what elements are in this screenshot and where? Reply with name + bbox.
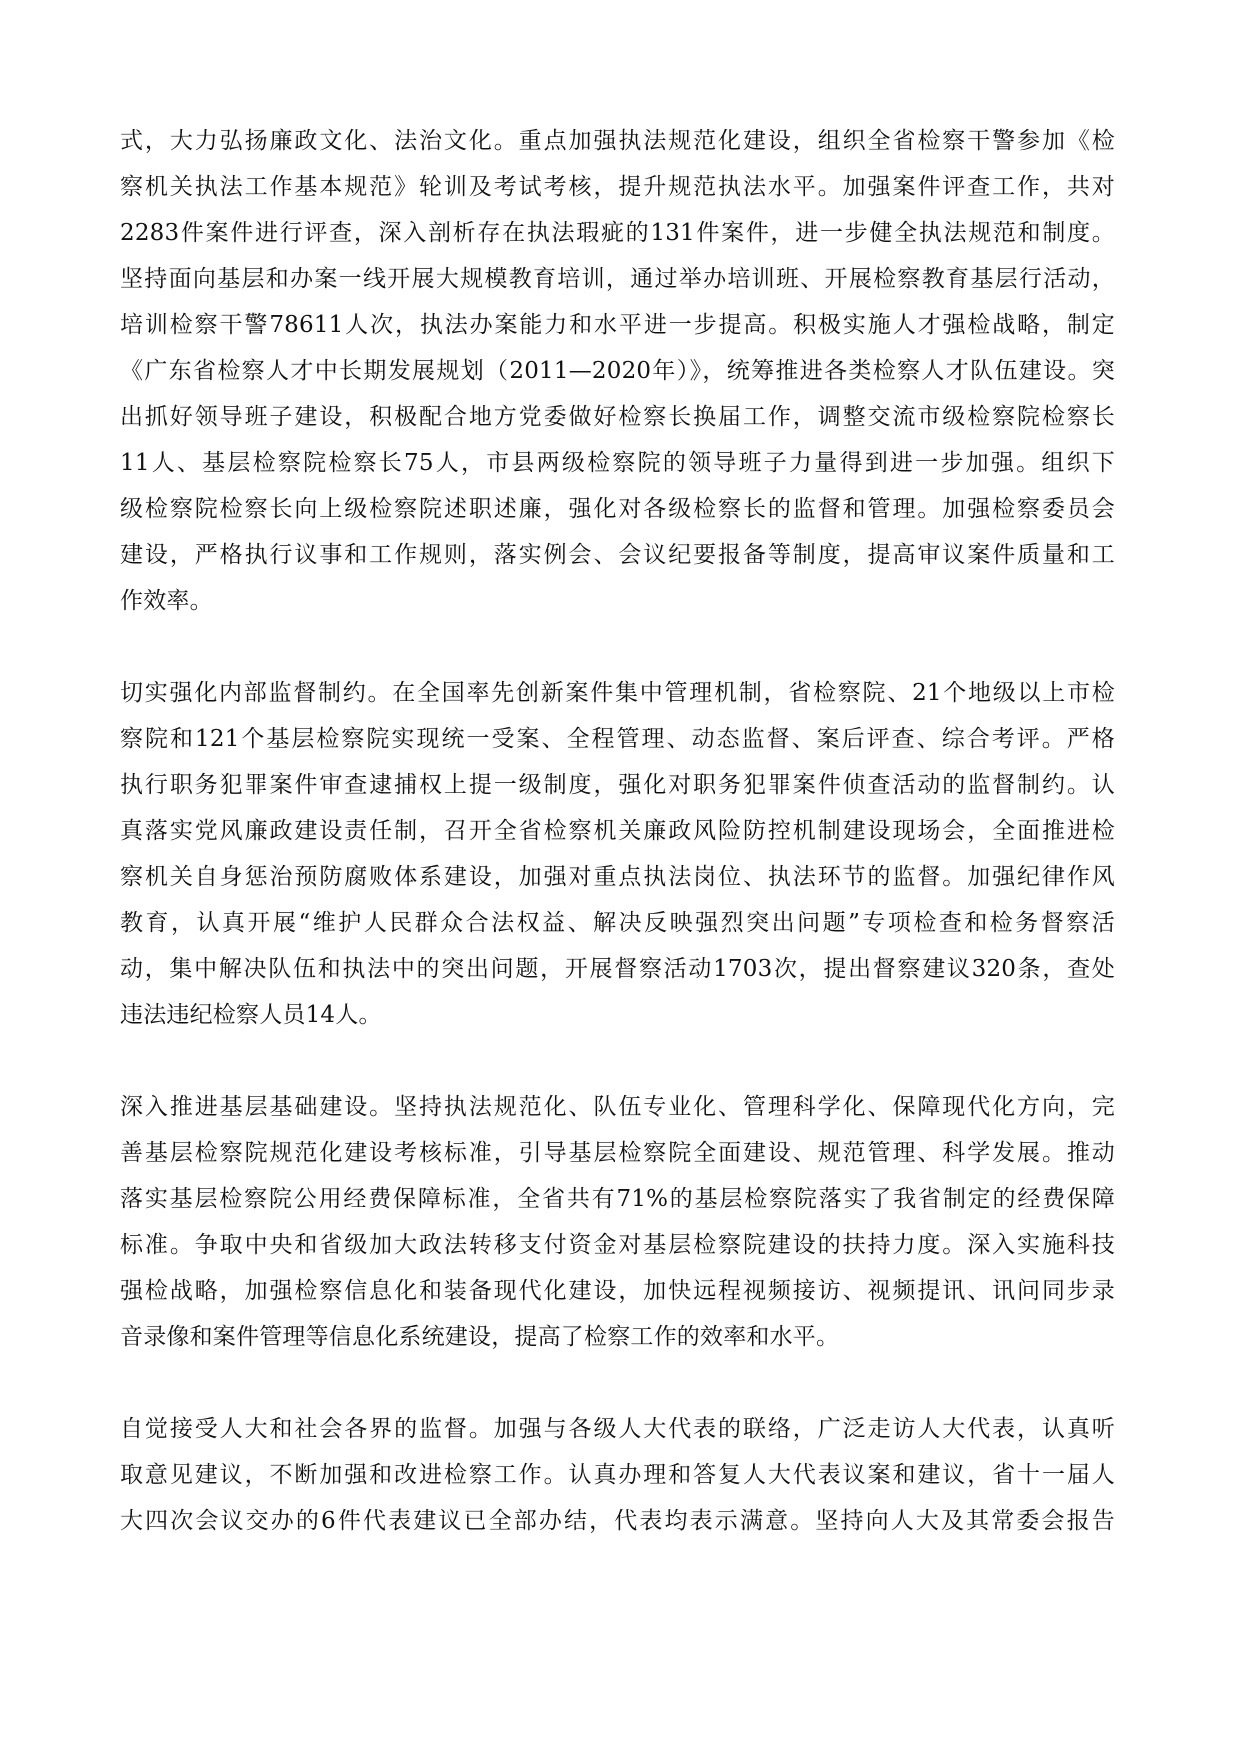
- text-line: 标准。争取中央和省级加大政法转移支付资金对基层检察院建设的扶持力度。深入实施科技: [120, 1232, 1115, 1258]
- text-line: 级检察院检察长向上级检察院述职述廉，强化对各级检察长的监督和管理。加强检察委员会: [120, 496, 1115, 522]
- text-line: 作效率。: [120, 588, 213, 614]
- text-line: 出抓好领导班子建设，积极配合地方党委做好检察长换届工作，调整交流市级检察院检察长: [120, 404, 1115, 430]
- text-line: 违法违纪检察人员14人。: [120, 1002, 382, 1028]
- paragraph-grassroots-building: [120, 1084, 1115, 1360]
- text-line: 察机关自身惩治预防腐败体系建设，加强对重点执法岗位、执法环节的监督。加强纪律作风: [120, 864, 1115, 890]
- text-line: 建设，严格执行议事和工作规则，落实例会、会议纪要报备等制度，提高审议案件质量和工: [120, 542, 1115, 568]
- text-line: 动，集中解决队伍和执法中的突出问题，开展督察活动1703次，提出督察建议320条，查处: [120, 956, 1115, 982]
- text-line: 善基层检察院规范化建设考核标准，引导基层检察院全面建设、规范管理、科学发展。推动: [120, 1140, 1115, 1166]
- paragraph-external-supervision: [120, 1406, 1115, 1544]
- text-line: 察院和121个基层检察院实现统一受案、全程管理、动态监督、案后评查、综合考评。严格: [120, 726, 1115, 752]
- text-line: 2283件案件进行评查，深入剖析存在执法瑕疵的131件案件，进一步健全执法规范和制度。: [120, 220, 1115, 246]
- text-line: 式，大力弘扬廉政文化、法治文化。重点加强执法规范化建设，组织全省检察干警参加《检: [120, 128, 1115, 154]
- text-line: 察机关执法工作基本规范》轮训及考试考核，提升规范执法水平。加强案件评查工作，共对: [120, 174, 1115, 200]
- document-body: [120, 118, 1115, 1590]
- text-line: 音录像和案件管理等信息化系统建设，提高了检察工作的效率和水平。: [120, 1324, 840, 1350]
- text-line: 大四次会议交办的6件代表建议已全部办结，代表均表示满意。坚持向人大及其常委会报告: [120, 1508, 1115, 1534]
- text-line: 教育，认真开展“维护人民群众合法权益、解决反映强烈突出问题”专项检查和检务督察活: [120, 910, 1115, 936]
- text-line: 深入推进基层基础建设。坚持执法规范化、队伍专业化、管理科学化、保障现代化方向，完: [120, 1094, 1115, 1120]
- paragraph-team-building: [120, 118, 1115, 624]
- text-line: 强检战略，加强检察信息化和装备现代化建设，加快远程视频接访、视频提讯、讯问同步录: [120, 1278, 1115, 1304]
- text-line: 切实强化内部监督制约。在全国率先创新案件集中管理机制，省检察院、21个地级以上市检: [120, 680, 1115, 706]
- text-line: 坚持面向基层和办案一线开展大规模教育培训，通过举办培训班、开展检察教育基层行活动，: [120, 266, 1115, 292]
- text-line: 自觉接受人大和社会各界的监督。加强与各级人大代表的联络，广泛走访人大代表，认真听: [120, 1416, 1115, 1442]
- text-line: 取意见建议，不断加强和改进检察工作。认真办理和答复人大代表议案和建议，省十一届人: [120, 1462, 1115, 1488]
- text-line: 培训检察干警78611人次，执法办案能力和水平进一步提高。积极实施人才强检战略，制定: [120, 312, 1115, 338]
- text-line: 真落实党风廉政建设责任制，召开全省检察机关廉政风险防控机制建设现场会，全面推进检: [120, 818, 1115, 844]
- text-line: 落实基层检察院公用经费保障标准，全省共有71%的基层检察院落实了我省制定的经费保障: [120, 1186, 1115, 1212]
- text-line: 11人、基层检察院检察长75人，市县两级检察院的领导班子力量得到进一步加强。组织下: [120, 450, 1115, 476]
- paragraph-internal-supervision: [120, 670, 1115, 1038]
- text-line: 执行职务犯罪案件审查逮捕权上提一级制度，强化对职务犯罪案件侦查活动的监督制约。认: [120, 772, 1115, 798]
- text-line: 《广东省检察人才中长期发展规划（2011—2020年）》，统筹推进各类检察人才队伍建设。突: [120, 358, 1115, 384]
